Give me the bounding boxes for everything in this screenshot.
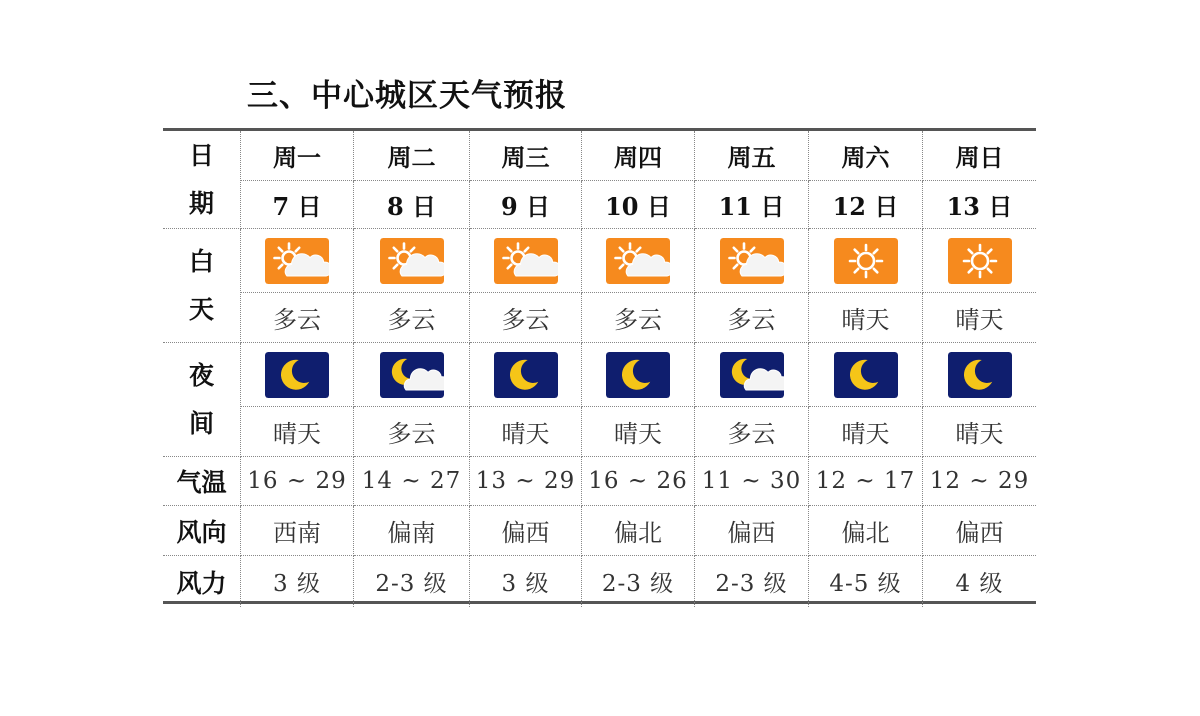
night-icon-cell	[809, 343, 923, 407]
wind-direction: 偏北	[809, 506, 923, 556]
row-label-night-line2: 间	[188, 408, 214, 438]
row-label-temp: 气温	[163, 457, 241, 506]
night-weather-text: 晴天	[582, 407, 695, 457]
row-label-day-line1: 白	[188, 246, 214, 276]
partly-cloudy-day-icon	[265, 238, 329, 284]
wind-force: 2-3 级	[582, 556, 695, 607]
cloudy-night-icon	[720, 352, 784, 398]
night-weather-text: 多云	[354, 407, 470, 457]
wind-direction: 偏西	[923, 506, 1036, 556]
night-weather-text: 晴天	[470, 407, 582, 457]
temperature-range: 12 ~ 29	[923, 457, 1036, 506]
weekday-header: 周日	[923, 131, 1036, 181]
day-icon-cell	[923, 229, 1036, 293]
wind-force: 2-3 级	[354, 556, 470, 607]
night-icon-cell	[241, 343, 354, 407]
date-cell: 12 日	[809, 181, 923, 229]
day-weather-text: 晴天	[923, 293, 1036, 343]
temperature-range: 13 ~ 29	[470, 457, 582, 506]
day-weather-text: 多云	[241, 293, 354, 343]
wind-force: 2-3 级	[695, 556, 809, 607]
sunny-icon	[948, 238, 1012, 284]
night-weather-text: 晴天	[923, 407, 1036, 457]
partly-cloudy-day-icon	[380, 238, 444, 284]
sunny-icon	[834, 238, 898, 284]
wind-force: 4 级	[955, 571, 1004, 597]
wind-force: 4-5 级	[809, 556, 923, 607]
night-icon-cell	[923, 343, 1036, 407]
day-icon-cell	[582, 229, 695, 293]
weekday-header: 周五	[695, 131, 809, 181]
row-label-day-line2: 天	[188, 294, 214, 324]
partly-cloudy-day-icon	[720, 238, 784, 284]
row-label-wind-force: 风力	[163, 556, 241, 607]
day-weather-text: 多云	[354, 293, 470, 343]
moon-icon	[265, 352, 329, 398]
temperature-range: 16 ~ 29	[241, 457, 354, 506]
moon-icon	[948, 352, 1012, 398]
row-label-date-line2: 期	[188, 188, 214, 218]
night-icon-cell	[354, 343, 470, 407]
night-icon-cell	[470, 343, 582, 407]
day-weather-text: 多云	[470, 293, 582, 343]
date-cell: 7 日	[241, 181, 354, 229]
page-title: 三、中心城区天气预报	[247, 78, 567, 114]
row-label-night	[163, 343, 241, 457]
temperature-range: 14 ~ 27	[354, 457, 470, 506]
weekday-header: 周一	[241, 131, 354, 181]
night-icon-cell	[695, 343, 809, 407]
wind-force: 3 级	[241, 556, 354, 607]
weekday-header: 周三	[470, 131, 582, 181]
day-icon-cell	[241, 229, 354, 293]
date-cell: 10 日	[582, 181, 695, 229]
wind-direction: 偏西	[470, 506, 582, 556]
weekday-header: 周六	[809, 131, 923, 181]
temperature-range: 11 ~ 30	[695, 457, 809, 506]
date-cell: 11 日	[695, 181, 809, 229]
moon-icon	[606, 352, 670, 398]
day-icon-cell	[695, 229, 809, 293]
row-label-day	[163, 229, 241, 343]
row-label-date	[163, 131, 241, 229]
night-icon-cell	[582, 343, 695, 407]
day-icon-cell	[470, 229, 582, 293]
night-weather-text: 多云	[695, 407, 809, 457]
night-weather-text: 晴天	[241, 407, 354, 457]
day-weather-text: 多云	[582, 293, 695, 343]
partly-cloudy-day-icon	[494, 238, 558, 284]
partly-cloudy-day-icon	[606, 238, 670, 284]
moon-icon	[834, 352, 898, 398]
night-weather-text: 晴天	[809, 407, 923, 457]
wind-direction: 西南	[241, 506, 354, 556]
date-cell: 8 日	[354, 181, 470, 229]
weekday-header: 周四	[582, 131, 695, 181]
weekday-header: 周二	[354, 131, 470, 181]
cloudy-night-icon	[380, 352, 444, 398]
row-label-date-line1: 日	[188, 140, 214, 170]
wind-direction: 偏西	[695, 506, 809, 556]
temperature-range: 12 ~ 17	[809, 457, 923, 506]
day-weather-text: 多云	[695, 293, 809, 343]
date-cell: 9 日	[470, 181, 582, 229]
row-label-wind-dir: 风向	[163, 506, 241, 556]
wind-direction: 偏南	[354, 506, 470, 556]
forecast-table	[163, 128, 1036, 604]
temperature-range: 16 ~ 26	[582, 457, 695, 506]
day-icon-cell	[354, 229, 470, 293]
day-icon-cell	[809, 229, 923, 293]
date-cell: 13 日	[923, 181, 1036, 229]
day-weather-text: 晴天	[809, 293, 923, 343]
row-label-night-line1: 夜	[188, 360, 214, 390]
wind-force: 3 级	[470, 556, 582, 607]
moon-icon	[494, 352, 558, 398]
wind-direction: 偏北	[582, 506, 695, 556]
